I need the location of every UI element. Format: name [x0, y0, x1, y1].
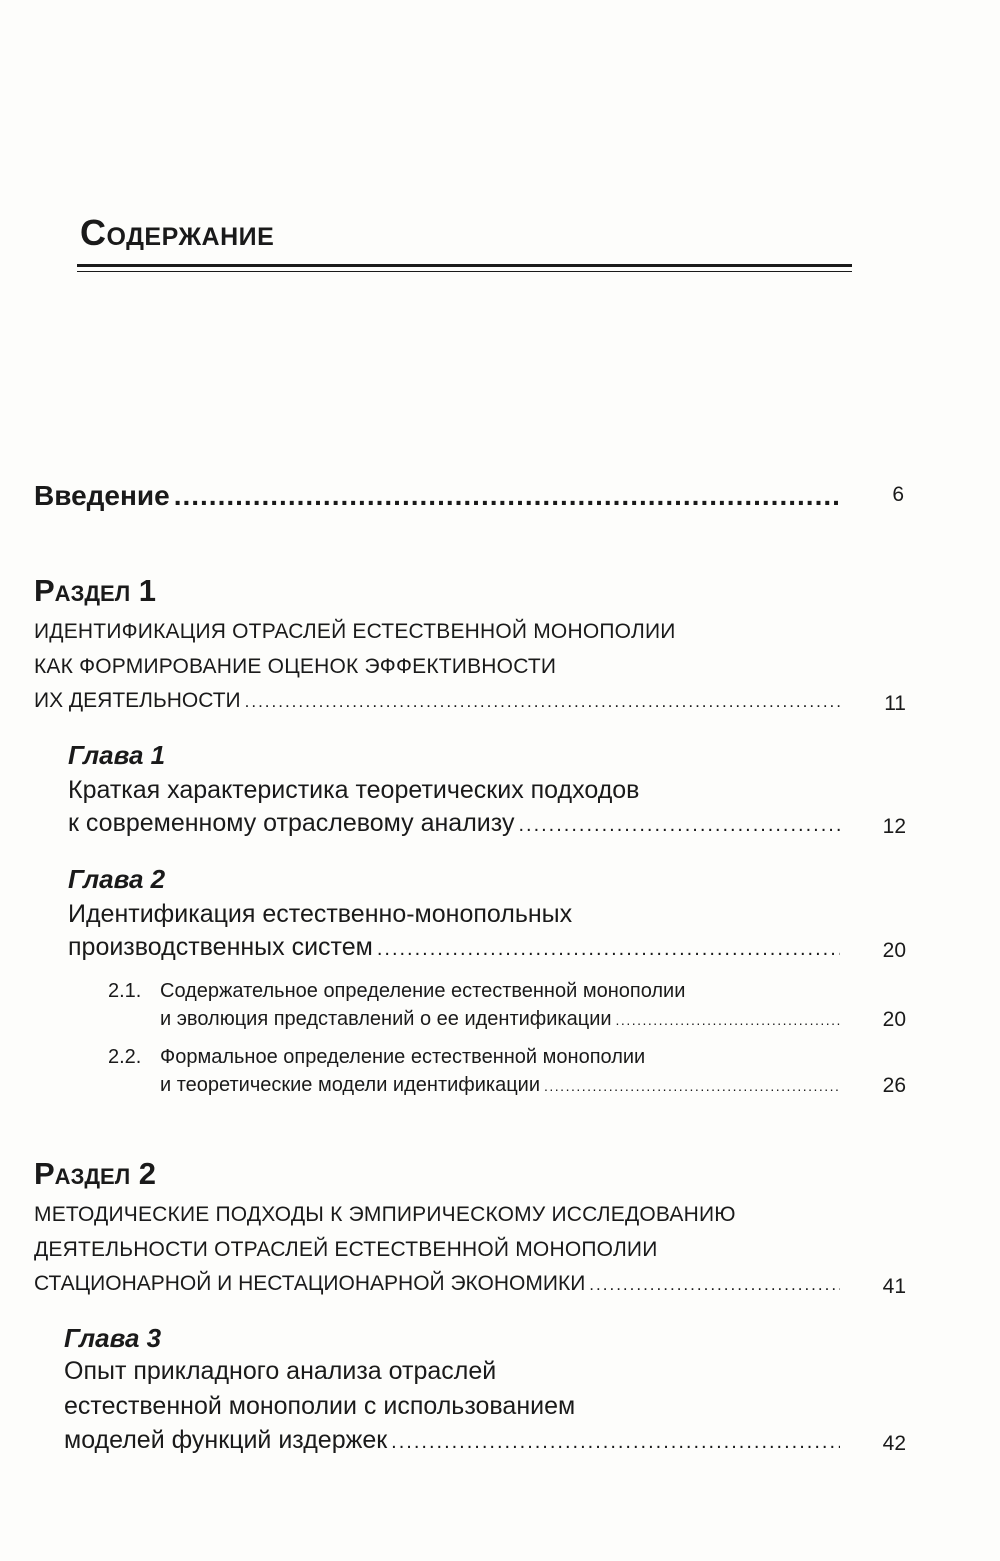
subsection-2-2-title-line-2: и теоретические модели идентификации	[160, 1074, 541, 1096]
leader-dots	[174, 480, 840, 512]
leader-dots	[518, 814, 840, 837]
section-1-page-number: 11	[884, 692, 906, 715]
toc-entry-chapter-3[interactable]	[64, 1426, 846, 1455]
chapter-3-title-line-3: моделей функций издержек	[64, 1426, 388, 1454]
section-2-title-line-1: МЕТОДИЧЕСКИЕ ПОДХОДЫ К ЭМПИРИЧЕСКОМУ ИССЛЕДОВАНИЮ	[34, 1203, 736, 1226]
subsection-2-2-title-line-1: Формальное определение естественной монополии	[160, 1046, 646, 1068]
chapter-1-title-line-2: к современному отраслевому анализу	[68, 809, 515, 837]
subsection-2-2-number: 2.2.	[108, 1046, 142, 1068]
section-2-page-number: 41	[882, 1275, 906, 1298]
section-2-heading: Раздел 2	[34, 1156, 156, 1191]
chapter-2-title-line-2: производственных систем	[68, 933, 373, 961]
leader-dots	[616, 1012, 840, 1028]
subsection-2-1-title-line-2: и эволюция представлений о ее идентификации	[160, 1008, 612, 1030]
toc-entry-chapter-2[interactable]	[68, 933, 846, 962]
page-title: Содержание	[80, 212, 275, 253]
toc-entry-intro[interactable]	[34, 480, 846, 512]
toc-entry-subsection-2-2[interactable]	[160, 1074, 846, 1097]
section-1-title-line-1: ИДЕНТИФИКАЦИЯ ОТРАСЛЕЙ ЕСТЕСТВЕННОЙ МОНОПОЛИИ	[34, 620, 676, 643]
subsection-2-1-number: 2.1.	[108, 980, 142, 1002]
chapter-1-title-line-1: Краткая характеристика теоретических подходов	[68, 776, 640, 804]
leader-dots	[589, 1275, 840, 1295]
chapter-3-title-line-1: Опыт прикладного анализа отраслей	[64, 1357, 497, 1385]
chapter-1-page-number: 12	[882, 815, 906, 838]
toc-entry-section-2[interactable]	[34, 1272, 846, 1296]
leader-dots	[245, 692, 840, 712]
title-rule-thin	[77, 271, 852, 272]
section-1-title-line-3: ИХ ДЕЯТЕЛЬНОСТИ	[34, 689, 241, 712]
leader-dots	[377, 938, 840, 961]
toc-entry-chapter-1[interactable]	[68, 809, 846, 838]
section-2-title-line-3: СТАЦИОНАРНОЙ И НЕСТАЦИОНАРНОЙ ЭКОНОМИКИ	[34, 1272, 586, 1295]
chapter-1-label: Глава 1	[68, 740, 166, 770]
chapter-3-label: Глава 3	[64, 1323, 162, 1353]
subsection-2-1-page-number: 20	[882, 1008, 906, 1031]
toc-entry-subsection-2-1[interactable]	[160, 1008, 846, 1031]
section-1-heading: Раздел 1	[34, 573, 156, 608]
chapter-2-label: Глава 2	[68, 864, 166, 894]
chapter-2-title-line-1: Идентификация естественно-монопольных	[68, 900, 573, 928]
section-2-title-line-2: ДЕЯТЕЛЬНОСТИ ОТРАСЛЕЙ ЕСТЕСТВЕННОЙ МОНОПОЛИИ	[34, 1238, 658, 1261]
intro-page-number: 6	[892, 483, 904, 506]
toc-entry-section-1[interactable]	[34, 689, 846, 713]
chapter-3-page-number: 42	[882, 1432, 906, 1455]
title-rule-thick	[77, 264, 852, 267]
subsection-2-1-title-line-1: Содержательное определение естественной монополии	[160, 980, 686, 1002]
leader-dots	[544, 1078, 840, 1094]
subsection-2-2-page-number: 26	[882, 1074, 906, 1097]
chapter-2-page-number: 20	[882, 939, 906, 962]
chapter-3-title-line-2: естественной монополии с использованием	[64, 1392, 576, 1420]
section-1-title-line-2: КАК ФОРМИРОВАНИЕ ОЦЕНОК ЭФФЕКТИВНОСТИ	[34, 655, 557, 678]
intro-label: Введение	[34, 480, 170, 511]
leader-dots	[391, 1431, 840, 1454]
